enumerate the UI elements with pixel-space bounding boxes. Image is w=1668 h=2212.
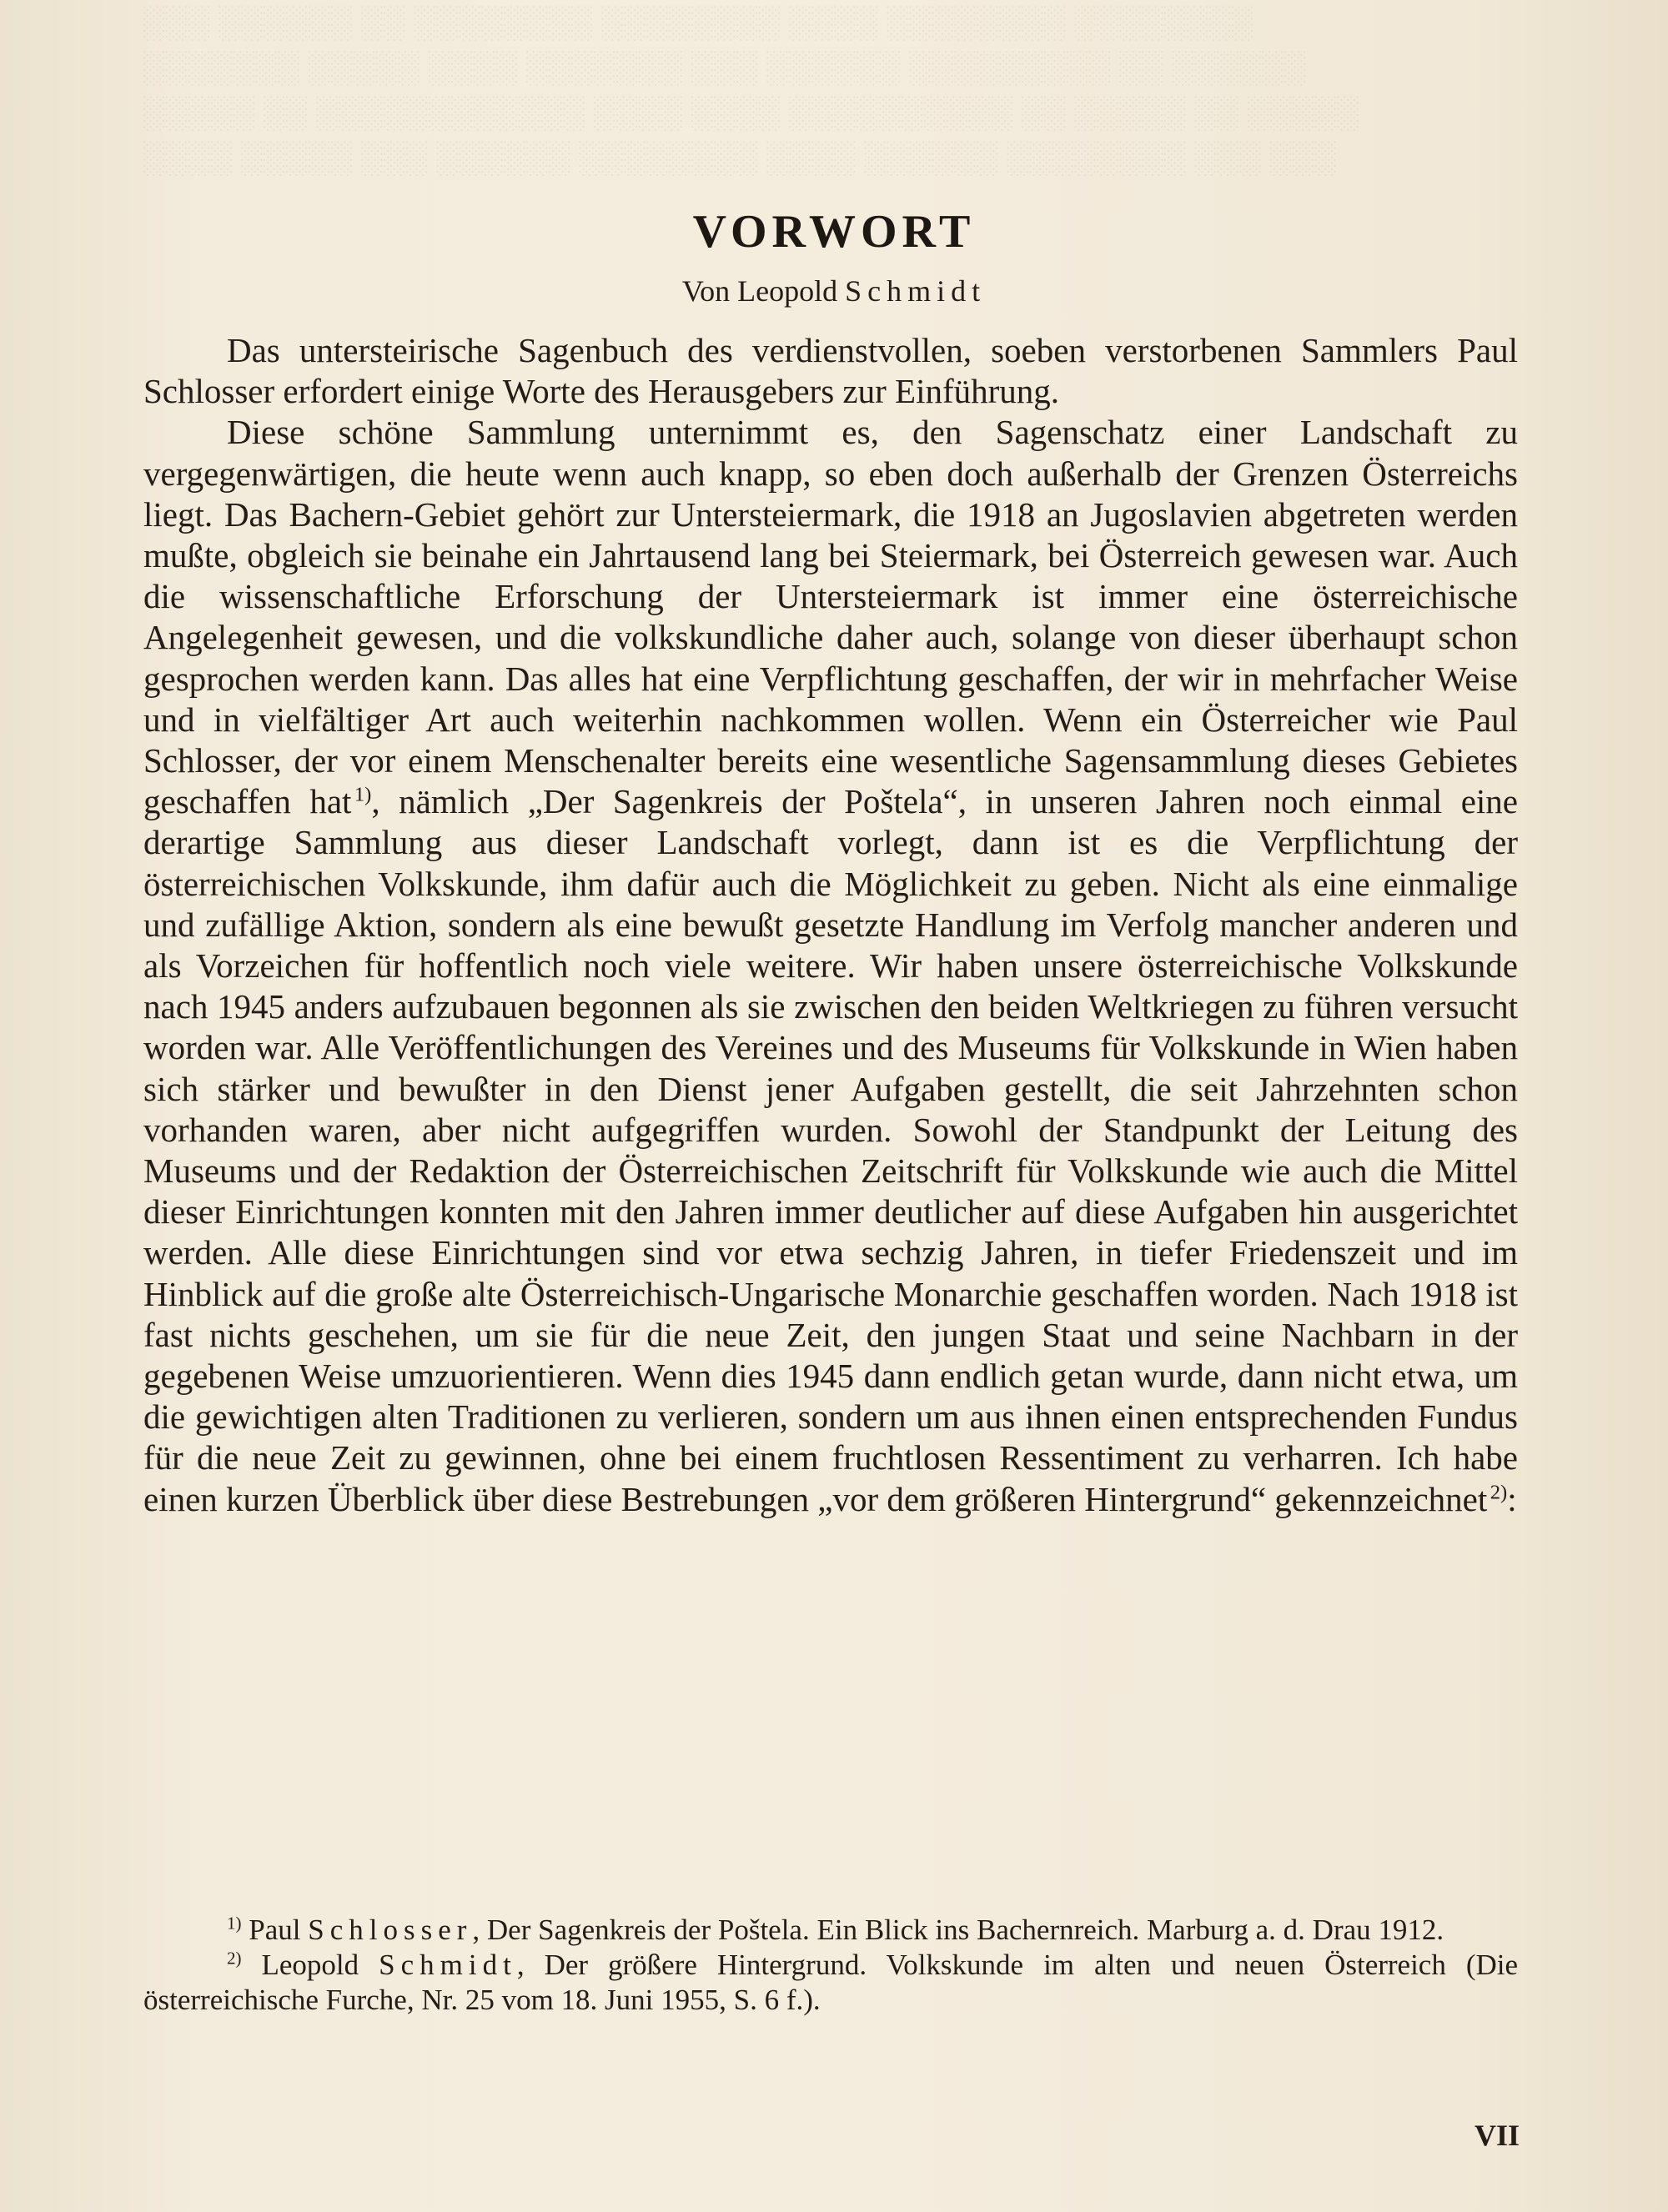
paragraph-text: : [1507,1479,1517,1518]
byline-prefix: Von Leopold [681,274,838,308]
footnote-author-first: Paul [249,1914,301,1946]
footnote-ref: 2) [1490,1480,1508,1503]
paragraph-text: Diese schöne Sammlung unternimmt es, den Sagenschatz einer Landschaft zu vergegenwärtigen, die heute wenn auch knapp, so eben doch außerhalb der Grenzen Österreichs liegt. Das Bachern-Gebiet gehört zur Untersteiermark, die 1918 an Jugoslavien abgetreten werden mußte, obgleich sie beinahe ein Jahrtausend lang bei Steiermark, bei Österreich gewesen war. Auch die wissenschaftliche Erforschung der Untersteiermark ist immer eine österreichische Angelegenheit gewesen, und die volkskundliche daher auch, solange von dieser überhaupt schon gesprochen werden kann. Das alles hat eine Verpflichtung geschaffen, der wir in mehrfacher Weise und in vielfältiger Art auch weiterhin nachkommen wollen. Wenn ein Österreicher wie Paul Schlosser, der vor einem Menschenalter bereits eine wesentliche Sagensammlung dieses Gebietes geschaffen hat [143,413,1518,821]
footnote [143,1948,1518,2018]
footnote-author-first: Leopold [261,1949,359,1981]
byline [0,273,1668,308]
page-number: VII [1474,2119,1520,2152]
footnote-text: , Der größere Hintergrund. Volkskunde im alten und neuen Österreich (Die österreichische Furche, Nr. 25 vom 18. Juni 1955, S. 6 f.). [143,1949,1519,2016]
paragraph [143,412,1518,1519]
paragraph: Das untersteirische Sagenbuch des verdienstvollen, soeben verstorbenen Sammlers Paul Schlosser erfordert einige Worte des Herausgebers zur Einführung. [143,331,1518,411]
page-title: VORWORT [692,206,976,258]
byline-author: Schmidt [845,274,987,308]
footnote-marker: 2) [227,1948,242,1969]
footnote-author-last: Schlosser [308,1914,473,1946]
paragraph-text: , nämlich „Der Sagenkreis der Poštela“, in unseren Jahren noch einmal eine derartige Sammlung aus dieser Landschaft vorlegt, dann ist es die Verpflichtung der österreichischen Volkskunde, ihm dafür auch die Möglichkeit zu geben. Nicht als eine einmalige und zufällige Aktion, sondern als eine bewußt gesetzte Handlung im Verfolg mancher anderen und als Vorzeichen für hoffentlich noch viele weitere. Wir haben unsere österreichische Volkskunde nach 1945 anders aufzubauen begonnen als sie zwischen den beiden Weltkriegen zu führen versucht worden war. Alle Veröffentlichungen des Vereines und des Museums für Volkskunde in Wien haben sich stärker und bewußter in den Dienst jener Aufgaben gestellt, die seit Jahrzehnten schon vorhanden waren, aber nicht aufgegriffen wurden. Sowohl der Standpunkt der Leitung des Museums und der Redaktion der Österreichischen Zeitschrift für Volkskunde wie auch die Mittel dieser Einrichtungen konnten mit den Jahren immer deutlicher auf diese Aufgaben hin ausgerichtet werden. Alle diese Einrichtungen sind vor etwa sechzig Jahren, in tiefer Friedenszeit und im Hinblick auf die große alte Österreichisch-Ungarische Monarchie geschaffen worden. Nach 1918 ist fast nichts geschehen, um sie für die neue Zeit, den jungen Staat und seine Nachbarn in der gegebenen Weise umzuorientieren. Wenn dies 1945 dann endlich getan wurde, dann nicht etwa, um die gewichtigen alten Traditionen zu verlieren, sondern um aus ihnen einen entsprechenden Fundus für die neue Zeit zu gewinnen, ohne bei einem fruchtlosen Ressentiment zu verharren. Ich habe einen kurzen Überblick über diese Bestrebungen „vor dem größeren Hintergrund“ gekennzeichnet [143,782,1519,1518]
footnotes [143,1913,1518,2018]
show-through-text: ░░░ ░░░░░░ ░░ ░░░░░░░░ ░░░░░░░░ ░░░░ ░░░░░░░░ ░░░░░░░░ ░░░░░░░ ░░░░░ ░░░░ ░░░░░░░ ░░░ ░░░░░░ ░░░░░░░░░ ░░ ░░░░░░ ░░░░░ ░░ ░░░░░░░░░░░░ ░░░░ ░░░░ ░░░░░░░░░░ ░░ ░░░░░ ░░ ░░░░░ ░░░░ ░░░░░ ░░░ ░░░░░░ ░░░░░░░░ ░░░░ ░░░░░░ ░░░░░░░░ ░░░ ░░░ [142,5,1359,175]
body-text [143,330,1518,1520]
footnote [143,1913,1518,1948]
footnote-author-last: Schmidt [379,1949,517,1981]
footnote-ref: 1) [354,783,372,806]
footnote-marker: 1) [227,1913,242,1934]
footnote-text: , Der Sagenkreis der Poštela. Ein Blick ins Bachernreich. Marburg a. d. Drau 1912. [472,1914,1444,1946]
